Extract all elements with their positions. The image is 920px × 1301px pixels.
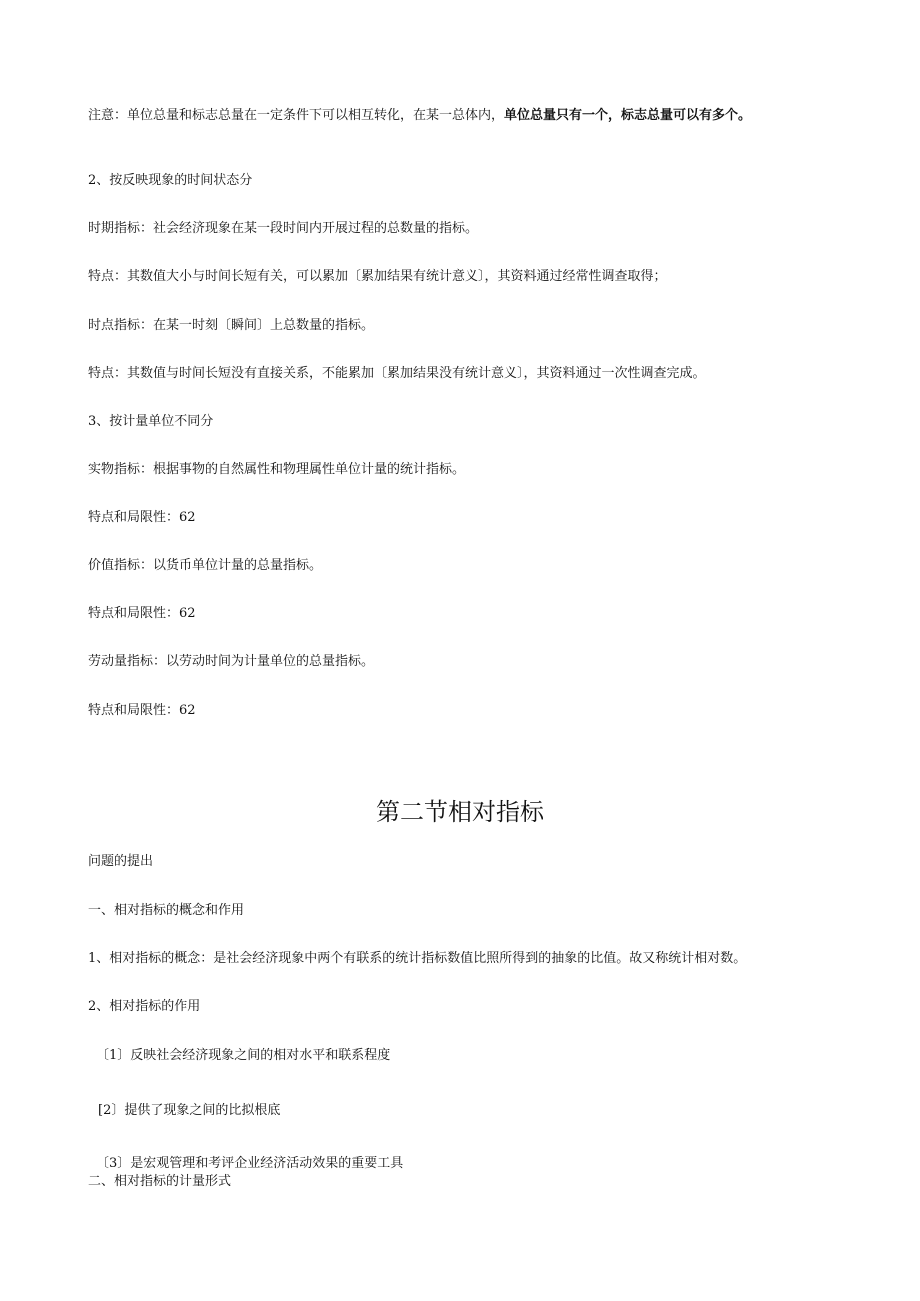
role-item-1: 〔1〕反映社会经济现象之间的相对水平和联系程度 (96, 1048, 391, 1063)
relative-indicator-role-heading: 2、相对指标的作用 (88, 999, 201, 1014)
period-indicator-definition: 时期指标：社会经济现象在某一段时间内开展过程的总数量的指标。 (88, 221, 479, 236)
note-emphasis: 单位总量只有一个，标志总量可以有多个。 (504, 108, 752, 123)
heading-measurement-unit: 3、按计量单位不同分 (88, 414, 214, 429)
labor-indicator-feature: 特点和局限性：62 (88, 703, 196, 718)
period-indicator-feature: 特点：其数值大小与时间长短有关，可以累加〔累加结果有统计意义〕，其资料通过经常性调查取得； (88, 269, 667, 284)
measurement-form-heading: 二、相对指标的计量形式 (88, 1174, 232, 1189)
physical-indicator-definition: 实物指标：根据事物的自然属性和物理属性单位计量的统计指标。 (88, 462, 466, 477)
point-indicator-definition: 时点指标：在某一时刻〔瞬间〕上总数量的指标。 (88, 318, 375, 333)
physical-indicator-feature: 特点和局限性：62 (88, 510, 196, 525)
heading-time-state: 2、按反映现象的时间状态分 (88, 173, 253, 188)
section-title: 第二节相对指标 (376, 798, 544, 826)
labor-indicator-definition: 劳动量指标：以劳动时间为计量单位的总量指标。 (88, 654, 375, 669)
role-item-2: [2〕提供了现象之间的比拟根底 (98, 1103, 281, 1118)
point-indicator-feature: 特点：其数值与时间长短没有直接关系，不能累加〔累加结果没有统计意义〕，其资料通过一次性调查完成。 (88, 366, 706, 381)
value-indicator-feature: 特点和局限性：62 (88, 606, 196, 621)
note-text: 注意：单位总量和标志总量在一定条件下可以相互转化，在某一总体内， (88, 108, 505, 123)
concept-and-role-heading: 一、相对指标的概念和作用 (88, 903, 245, 918)
value-indicator-definition: 价值指标：以货币单位计量的总量指标。 (88, 558, 323, 573)
relative-indicator-concept: 1、相对指标的概念：是社会经济现象中两个有联系的统计指标数值比照所得到的抽象的比值。故又称统计相对数。 (88, 951, 747, 966)
role-item-3: 〔3〕是宏观管理和考评企业经济活动效果的重要工具 (96, 1156, 404, 1171)
note-paragraph (88, 107, 751, 125)
question-heading: 问题的提出 (88, 854, 154, 869)
